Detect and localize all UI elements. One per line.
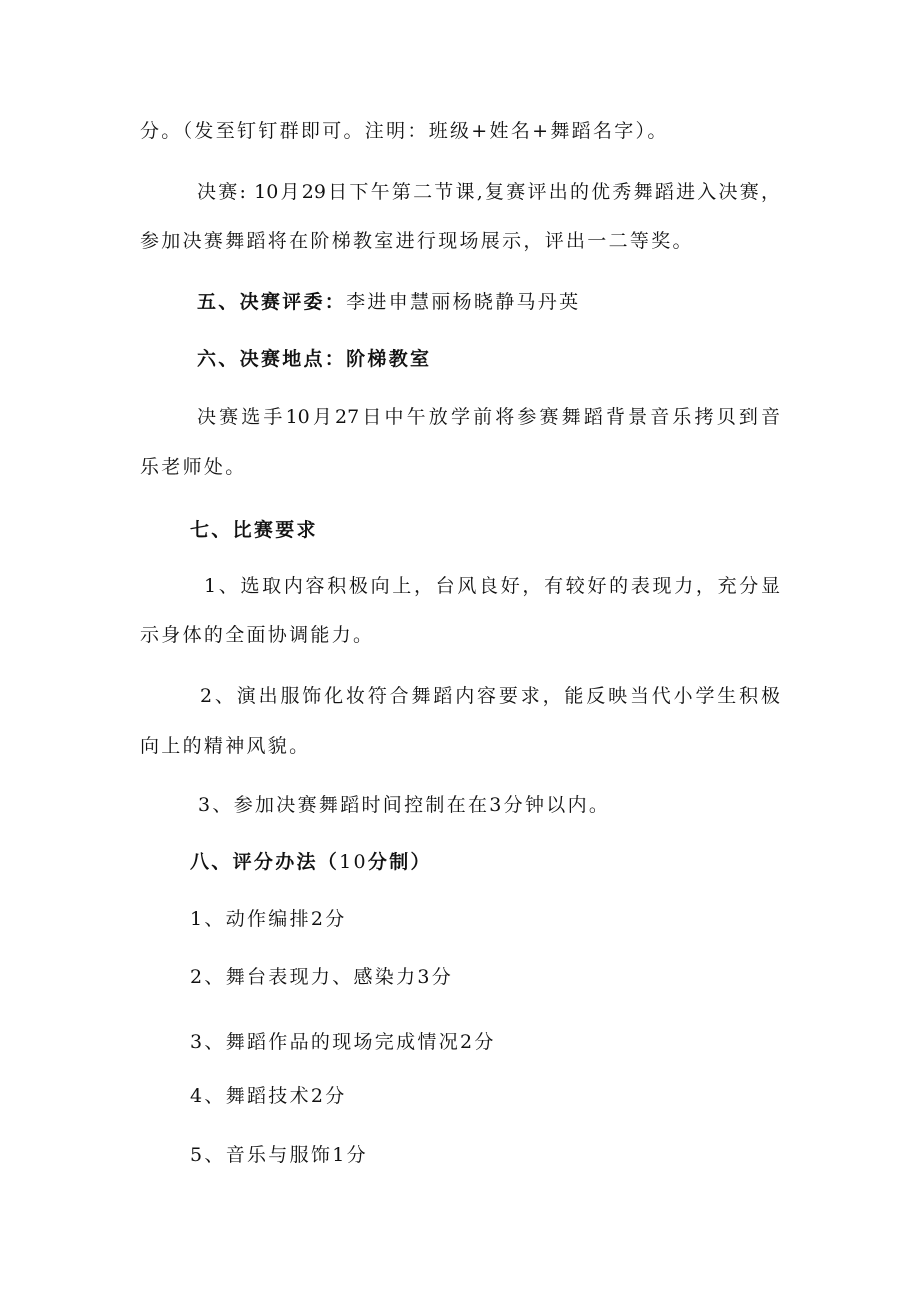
section-heading: 七、比赛要求 — [190, 519, 318, 541]
paragraph-line: 分。（发至钉钉群即可。注明：班级+姓名+舞蹈名字）。 — [140, 120, 669, 142]
section-heading-suffix: 分制） — [367, 851, 432, 873]
section-heading: 八、评分办法（ — [190, 851, 340, 873]
section-five — [197, 289, 580, 315]
score-item: 5、音乐与服饰1分 — [190, 1144, 368, 1166]
requirement-line: 2、演出服饰化妆符合舞蹈内容要求，能反映当代小学生积极 — [200, 685, 780, 707]
score-item: 2、舞台表现力、感染力3分 — [190, 966, 454, 988]
paragraph-line: 参加决赛舞蹈将在阶梯教室进行现场展示，评出一二等奖。 — [140, 230, 694, 252]
judges-list: 李进申慧丽杨晓静马丹英 — [346, 291, 581, 313]
score-item: 4、舞蹈技术2分 — [190, 1085, 347, 1107]
requirement-line: 向上的精神风貌。 — [140, 735, 311, 757]
section-heading: 六、决赛地点：阶梯教室 — [197, 348, 432, 370]
requirement-line: 示身体的全面协调能力。 — [140, 624, 375, 646]
requirement-line: 3、参加决赛舞蹈时间控制在在3分钟以内。 — [198, 794, 611, 816]
paragraph-line: 决赛选手10月27日中午放学前将参赛舞蹈背景音乐拷贝到音 — [197, 406, 780, 428]
score-item: 3、舞蹈作品的现场完成情况2分 — [190, 1031, 496, 1053]
paragraph-line: 乐老师处。 — [140, 456, 247, 478]
requirement-line: 1、选取内容积极向上，台风良好，有较好的表现力，充分显 — [204, 575, 780, 597]
score-item: 1、动作编排2分 — [190, 908, 347, 930]
paragraph-line: 决赛: 10月29日下午第二节课,复赛评出的优秀舞蹈进入决赛， — [197, 181, 780, 203]
section-heading: 五、决赛评委： — [197, 291, 347, 313]
section-heading-number: 10 — [339, 851, 368, 873]
section-eight — [190, 849, 432, 875]
